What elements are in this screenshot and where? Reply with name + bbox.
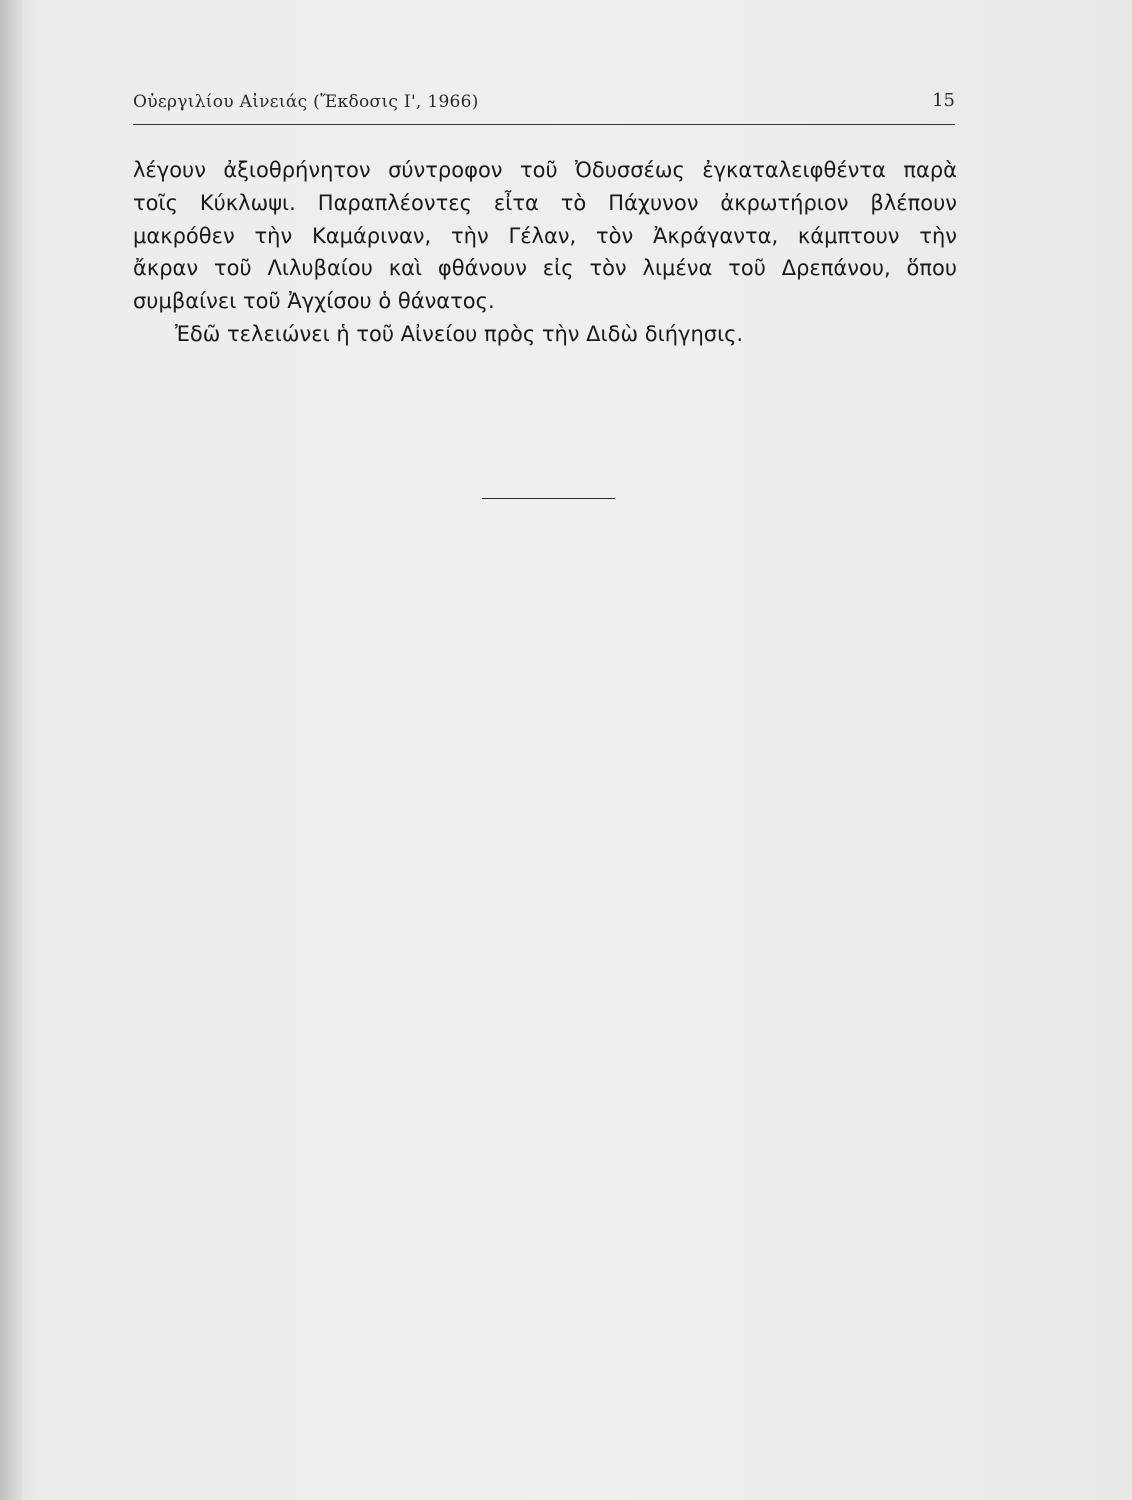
body-text xyxy=(133,154,957,351)
section-end-rule xyxy=(482,498,615,499)
text-line: Ἐδῶ τελειώνει ἡ τοῦ Αἰνείου πρὸς τὴν Διδὼ διήγησις. xyxy=(175,321,744,346)
page-number: 15 xyxy=(932,90,955,111)
page-left-edge xyxy=(0,0,22,1500)
running-head: Οὐεργιλίου Αἰνειάς (Ἔκδοσις Ι', 1966) xyxy=(133,92,479,112)
text-line: μακρόθεν τὴν Καμάριναν, τὴν Γέλαν, τὸν Ἀκράγαντα, κάμπτουν τὴν xyxy=(133,223,957,248)
text-line: ἄκραν τοῦ Λιλυβαίου καὶ φθάνουν εἰς τὸν λιμένα τοῦ Δρεπάνου, ὅπου xyxy=(133,256,957,281)
text-line: συμβαίνει τοῦ Ἀγχίσου ὁ θάνατος. xyxy=(133,289,495,314)
page-header xyxy=(133,90,955,125)
text-line: λέγουν ἀξιοθρήνητον σύντροφον τοῦ Ὀδυσσέως ἐγκαταλειφθέντα παρὰ xyxy=(133,158,957,182)
text-line: τοῖς Κύκλωψι. Παραπλέοντες εἶτα τὸ Πάχυνον ἀκρωτήριον βλέπουν xyxy=(133,190,957,215)
